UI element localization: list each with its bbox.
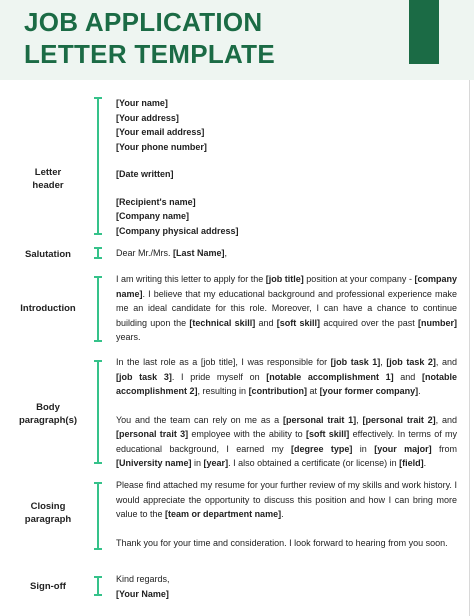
label-body-paragraphs: Body paragraph(s) xyxy=(18,402,78,426)
label-introduction: Introduction xyxy=(20,303,76,314)
sign-off-name: [Your Name] xyxy=(116,588,169,599)
closing-paragraph-1: Please find attached my resume for your further review of my skills and work history. I would appreciate the opportunity to discuss this position and how I can bring more value to the [team or department name]. xyxy=(116,480,457,519)
label-letter-header: Letter header xyxy=(32,167,64,191)
accent-bar xyxy=(409,0,439,64)
body-paragraph-2: You and the team can rely on me as a [personal trait 1], [personal trait 2], and [personal trait 3] employee with the ability to [soft skill] effectively. In terms of my educational background, I earned my [degree type] in [your major] from [University name] in [year]. I also obtained a certificate (or license) in [field]. xyxy=(116,414,458,468)
bracket-letter-header xyxy=(97,97,99,235)
salutation-last-name: [Last Name] xyxy=(173,248,225,258)
label-salutation: Salutation xyxy=(25,249,71,260)
sign-off-content xyxy=(116,572,457,601)
closing-content xyxy=(116,478,457,550)
label-sign-off: Sign-off xyxy=(30,581,66,592)
introduction-paragraph: I am writing this letter to apply for the [job title] position at your company - [company name]. I believe that my educational background and professional experience make me an ideal candidate for this role. Moreover, I can have a chance to continue building upon the [technical skill] and [soft skill] acquired over the past [number] years. xyxy=(116,274,457,342)
date-written: [Date written] xyxy=(116,169,174,179)
recipient-name: [Recipient's name] xyxy=(116,196,196,207)
sender-address: [Your address] xyxy=(116,112,179,123)
page-frame-edge xyxy=(469,80,470,616)
sender-phone: [Your phone number] xyxy=(116,141,207,152)
recipient-company-address: [Company physical address] xyxy=(116,225,239,236)
page-title xyxy=(24,6,275,70)
title-line-2: LETTER TEMPLATE xyxy=(24,39,276,69)
sender-email: [Your email address] xyxy=(116,127,205,137)
closing-paragraph-2: Thank you for your time and consideration. I look forward to hearing from you soon. xyxy=(116,537,448,548)
introduction-content xyxy=(116,272,457,345)
body-content xyxy=(116,355,457,471)
salutation-content: Dear Mr./Mrs. [Last Name], xyxy=(116,248,228,258)
label-closing-paragraph: Closing paragraph xyxy=(24,501,72,525)
bracket-introduction xyxy=(97,276,99,342)
sign-off-closing: Kind regards, xyxy=(116,574,170,584)
letter-header-content xyxy=(116,96,457,238)
bracket-sign-off xyxy=(97,576,99,596)
sender-name: [Your name] xyxy=(116,98,168,108)
bracket-salutation xyxy=(97,247,99,259)
bracket-body xyxy=(97,360,99,464)
title-line-1: JOB APPLICATION xyxy=(24,7,263,37)
bracket-closing xyxy=(97,482,99,550)
recipient-company: [Company name] xyxy=(116,211,190,221)
body-paragraph-1: In the last role as a [job title], I was responsible for [job task 1], [job task 2], and [job task 3]. I pride myself on [notable accomplishment 1] and [notable accomplishment 2], resulting in [contribution] at [your former company]. xyxy=(116,357,457,396)
